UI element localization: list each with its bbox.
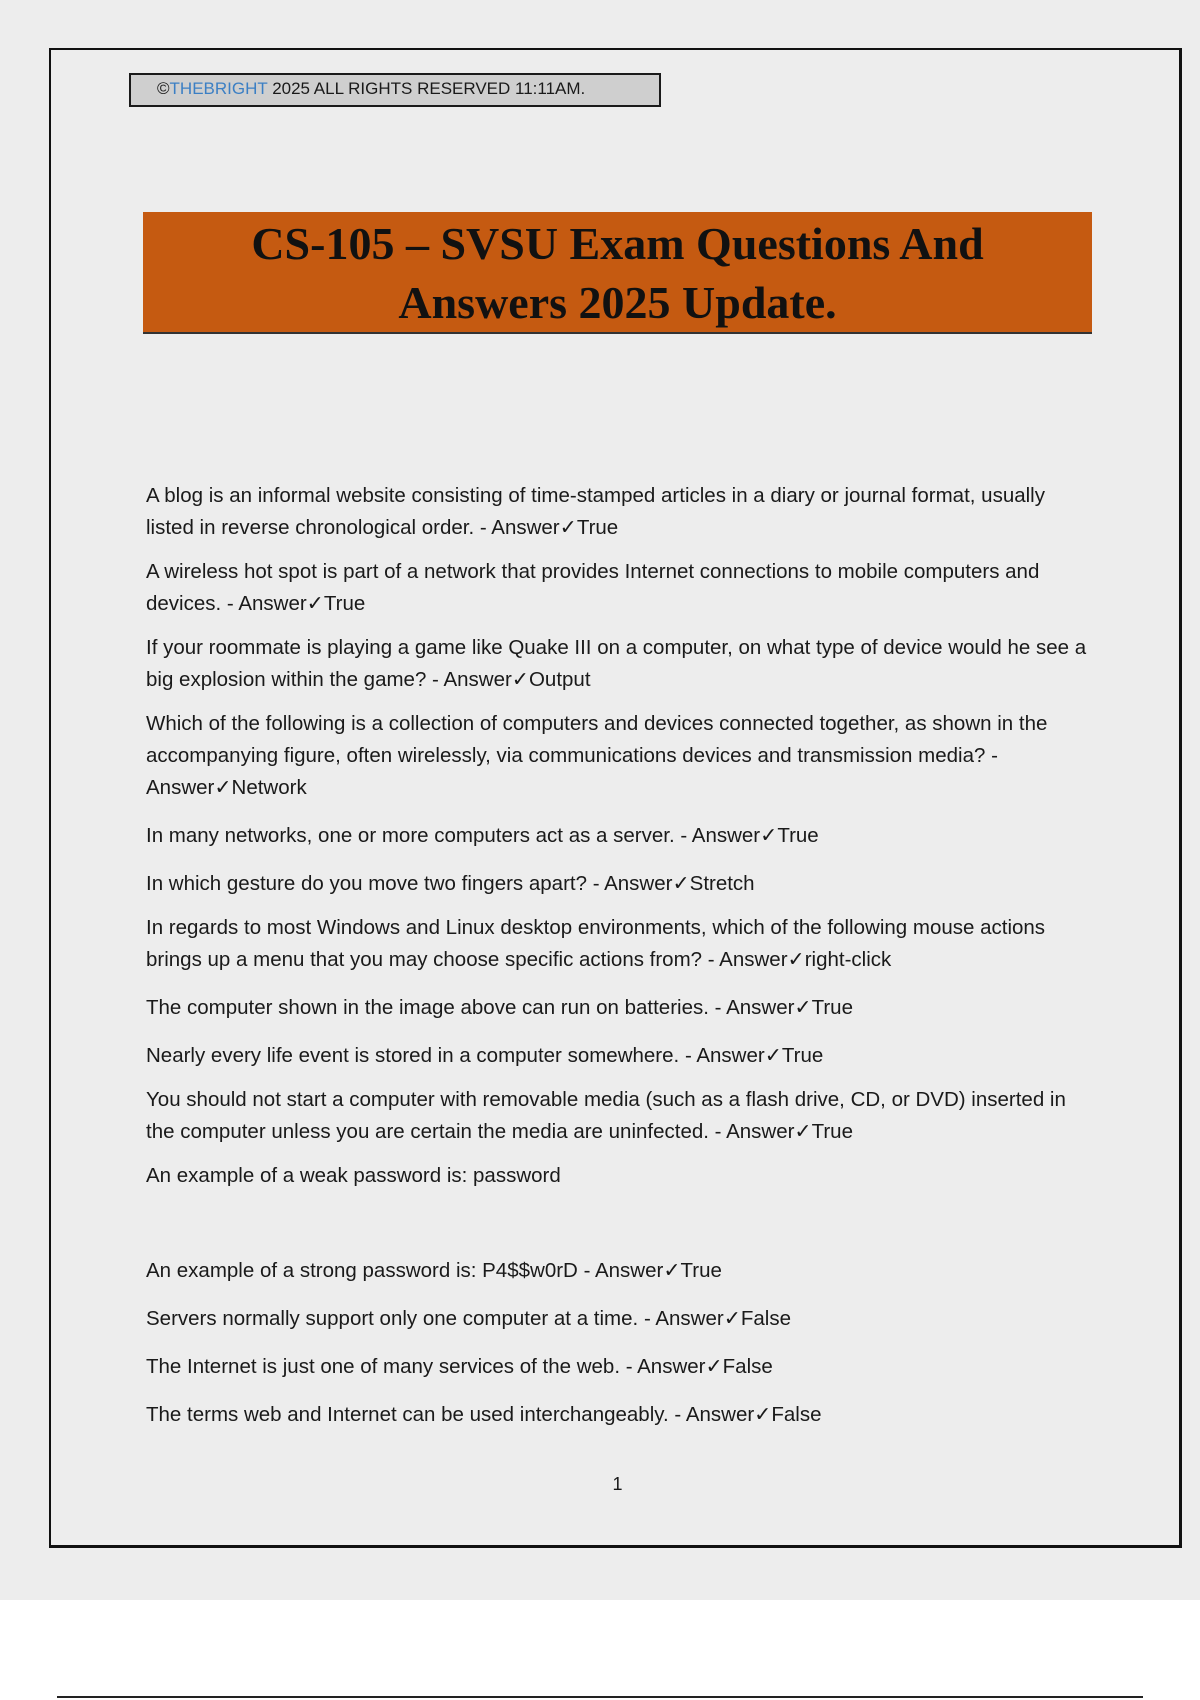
document-title-banner — [143, 212, 1092, 334]
answer-text: Answer✓True — [238, 592, 366, 615]
answer-text: Answer✓Output — [443, 668, 591, 691]
question-text: The computer shown in the image above can run on batteries. — [146, 996, 709, 1019]
question-text: Nearly every life event is stored in a computer somewhere. — [146, 1044, 680, 1067]
qa-item — [146, 708, 1096, 804]
title-line-2: Answers 2025 Update. — [398, 277, 837, 328]
qa-item — [146, 1040, 1096, 1072]
question-text: The Internet is just one of many services of the web. — [146, 1355, 621, 1378]
answer-text: Answer✓True — [726, 1120, 853, 1143]
qa-item — [146, 1255, 1096, 1287]
next-page-divider — [57, 1696, 1143, 1698]
answer-separator: - — [625, 1355, 633, 1378]
answer-separator: - — [680, 824, 688, 847]
answer-text: Answer✓Network — [146, 776, 307, 799]
question-text: An example of a strong password is: P4$$w0rD — [146, 1259, 578, 1282]
qa-item — [146, 1351, 1096, 1383]
answer-separator: - — [714, 1120, 722, 1143]
question-text: Which of the following is a collection of computers and devices connected together, as shown in the accompanying figure, often wirelessly, via communications devices and transmission media? — [146, 712, 1048, 767]
answer-separator: - — [991, 744, 998, 767]
answer-text: Answer✓True — [594, 1259, 722, 1282]
answer-separator: - — [684, 1044, 692, 1067]
answer-text: Answer✓Stretch — [604, 872, 755, 895]
copyright-brand: THEBRIGHT — [169, 79, 268, 98]
answer-separator: - — [674, 1403, 682, 1426]
answer-text: Answer✓False — [685, 1403, 822, 1426]
qa-item — [146, 868, 1096, 900]
answer-text: Answer✓True — [696, 1044, 824, 1067]
answer-text: Answer✓True — [691, 824, 819, 847]
question-text: A blog is an informal website consisting of time-stamped articles in a diary or journal format, usually listed in reverse chronological order. — [146, 484, 1045, 539]
copyright-header — [129, 73, 661, 107]
question-text: If your roommate is playing a game like Quake III on a computer, on what type of device would he see a big explosion within the game? — [146, 636, 1087, 691]
copyright-text: 2025 ALL RIGHTS RESERVED 11:11AM. — [272, 79, 586, 98]
qa-item — [146, 1160, 1096, 1192]
question-text: An example of a weak password is: password — [146, 1164, 561, 1187]
answer-text: Answer✓True — [491, 516, 619, 539]
question-text: In which gesture do you move two fingers apart? — [146, 872, 587, 895]
copyright-symbol: © — [157, 79, 170, 98]
qa-item — [146, 820, 1096, 852]
answer-text: Answer✓True — [726, 996, 853, 1019]
question-text: You should not start a computer with removable media (such as a flash drive, CD, or DVD) inserted in the computer unless you are certain the media are uninfected. — [146, 1088, 1066, 1143]
answer-text: Answer✓False — [655, 1307, 792, 1330]
qa-item — [146, 480, 1096, 544]
question-text: In many networks, one or more computers act as a server. — [146, 824, 675, 847]
question-text: Servers normally support only one computer at a time. — [146, 1307, 639, 1330]
question-text: A wireless hot spot is part of a network that provides Internet connections to mobile computers and devices. — [146, 560, 1040, 615]
question-answer-list — [146, 480, 1096, 1431]
qa-item — [146, 1084, 1096, 1148]
answer-separator: - — [226, 592, 234, 615]
answer-separator: - — [479, 516, 487, 539]
answer-separator: - — [592, 872, 600, 895]
qa-item — [146, 632, 1096, 696]
page-number: 1 — [612, 1474, 623, 1494]
answer-separator: - — [583, 1259, 591, 1282]
answer-separator: - — [714, 996, 722, 1019]
question-text: In regards to most Windows and Linux desktop environments, which of the following mouse actions brings up a menu that you may choose specific actions from? — [146, 916, 1046, 971]
qa-item — [146, 1303, 1096, 1335]
qa-item — [146, 1399, 1096, 1431]
question-text: The terms web and Internet can be used interchangeably. — [146, 1403, 669, 1426]
qa-item — [146, 992, 1096, 1024]
answer-separator: - — [707, 948, 715, 971]
qa-item — [146, 912, 1096, 976]
title-line-1: CS-105 – SVSU Exam Questions And — [251, 218, 984, 269]
answer-separator: - — [432, 668, 439, 691]
answer-separator: - — [643, 1307, 651, 1330]
answer-text: Answer✓False — [637, 1355, 773, 1378]
answer-text: Answer✓right-click — [719, 948, 892, 971]
qa-item — [146, 556, 1096, 620]
